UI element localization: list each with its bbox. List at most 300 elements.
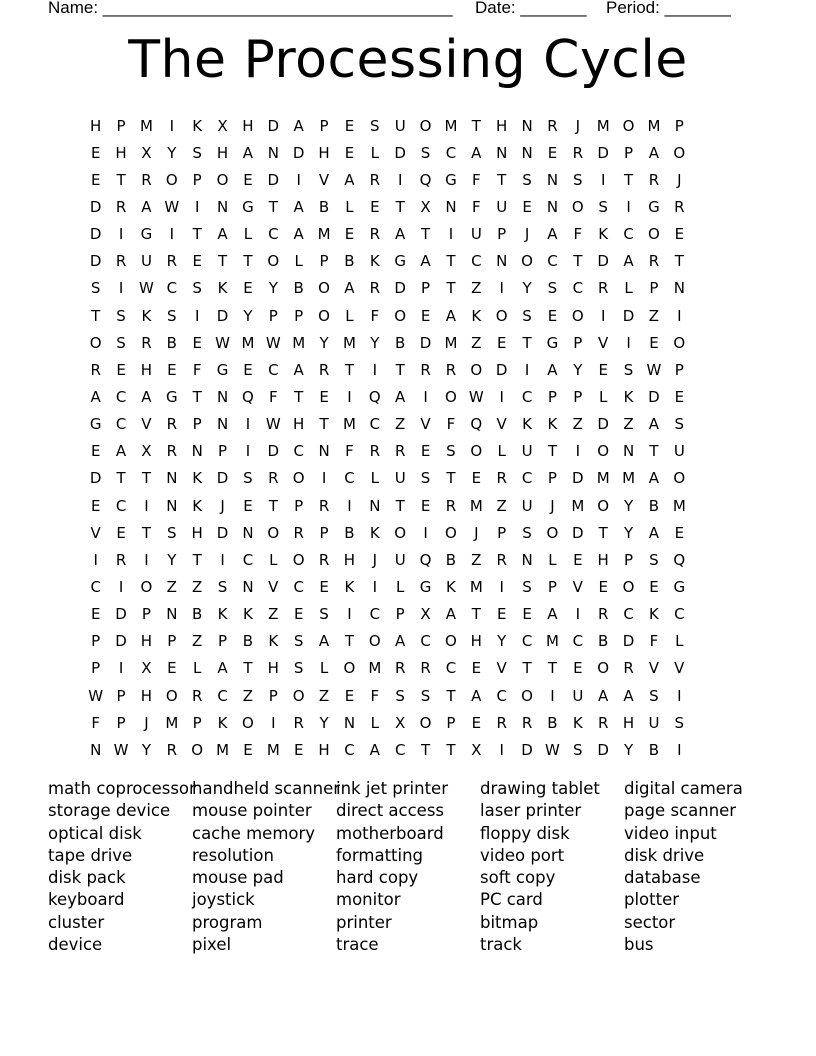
grid-letter: T xyxy=(116,469,126,488)
grid-letter: I xyxy=(397,170,403,189)
grid-letter: E xyxy=(90,496,101,515)
grid-letter: I xyxy=(423,387,428,406)
grid-letter: F xyxy=(370,686,380,705)
grid-letter: Y xyxy=(623,523,634,542)
grid-letter: D xyxy=(597,143,609,162)
grid-letter: E xyxy=(344,143,355,162)
grid-letter: C xyxy=(115,387,127,406)
grid-letter: A xyxy=(344,170,355,189)
grid-letter: O xyxy=(571,306,584,325)
grid-letter: D xyxy=(292,143,305,162)
grid-letter: G xyxy=(419,577,432,596)
grid-letter: K xyxy=(547,415,558,434)
grid-letter: C xyxy=(369,415,381,434)
word-list-item: database xyxy=(624,868,701,888)
grid-letter: H xyxy=(140,686,153,705)
grid-letter: A xyxy=(141,387,152,406)
grid-letter: M xyxy=(469,496,483,515)
grid-letter: I xyxy=(600,306,606,325)
grid-letter: P xyxy=(421,279,431,298)
grid-letter: R xyxy=(597,279,609,298)
grid-letter: I xyxy=(499,279,504,298)
grid-letter: S xyxy=(167,306,177,325)
grid-letter: H xyxy=(470,632,482,651)
grid-letter: Q xyxy=(368,387,381,406)
grid-letter: K xyxy=(268,632,279,651)
grid-letter: E xyxy=(674,387,685,406)
grid-letter: T xyxy=(294,387,304,406)
grid-letter: I xyxy=(245,442,251,461)
grid-letter: O xyxy=(267,252,280,271)
grid-letter: M xyxy=(317,225,331,244)
grid-letter: R xyxy=(166,252,178,271)
word-list-item: mouse pad xyxy=(192,868,284,888)
grid-letter: A xyxy=(344,279,355,298)
grid-letter: E xyxy=(243,360,253,379)
grid-letter: P xyxy=(192,713,202,732)
grid-letter: C xyxy=(445,143,457,162)
grid-letter: Y xyxy=(623,740,634,759)
grid-letter: G xyxy=(242,197,254,216)
grid-letter: R xyxy=(648,252,660,271)
grid-letter: O xyxy=(521,252,533,271)
grid-letter: U xyxy=(648,713,660,732)
grid-letter: P xyxy=(218,632,228,651)
grid-letter: S xyxy=(217,577,228,596)
grid-letter: E xyxy=(90,170,101,189)
grid-letter: C xyxy=(394,740,406,759)
grid-letter: O xyxy=(394,523,407,542)
grid-letter: O xyxy=(318,279,330,298)
grid-letter: W xyxy=(139,279,154,298)
grid-letter: O xyxy=(242,713,254,732)
grid-letter: L xyxy=(345,197,354,216)
grid-row xyxy=(83,302,743,329)
grid-letter: O xyxy=(622,116,635,135)
grid-letter: I xyxy=(245,415,251,434)
grid-letter: R xyxy=(521,713,533,732)
grid-letter: R xyxy=(318,360,330,379)
grid-letter: G xyxy=(166,387,178,406)
grid-letter: Y xyxy=(573,360,583,379)
grid-letter: T xyxy=(623,170,634,189)
grid-letter: E xyxy=(344,686,355,705)
grid-letter: O xyxy=(673,143,686,162)
grid-letter: A xyxy=(115,442,127,461)
grid-letter: D xyxy=(89,225,102,244)
grid-letter: I xyxy=(626,333,631,352)
page-title: The Processing Cycle xyxy=(128,30,688,90)
grid-letter: O xyxy=(318,306,330,325)
grid-letter: W xyxy=(164,197,180,216)
grid-letter: T xyxy=(319,415,329,434)
grid-letter: X xyxy=(141,659,152,678)
grid-letter: N xyxy=(267,143,279,162)
grid-letter: M xyxy=(139,116,153,135)
grid-letter: O xyxy=(445,523,457,542)
grid-letter: U xyxy=(394,550,406,569)
grid-letter: Z xyxy=(572,415,583,434)
grid-letter: I xyxy=(118,225,124,244)
word-list-item: math coprocessor xyxy=(48,779,196,798)
grid-letter: R xyxy=(623,659,634,678)
grid-letter: H xyxy=(115,143,127,162)
grid-letter: E xyxy=(471,659,482,678)
grid-letter: S xyxy=(293,632,304,651)
grid-letter: M xyxy=(647,116,661,135)
grid-letter: Y xyxy=(243,306,253,325)
grid-letter: I xyxy=(118,659,124,678)
grid-letter: P xyxy=(167,632,177,651)
grid-letter: D xyxy=(267,170,280,189)
grid-letter: S xyxy=(522,306,532,325)
grid-letter: T xyxy=(344,360,355,379)
grid-letter: U xyxy=(140,252,152,271)
grid-letter: L xyxy=(345,306,354,325)
grid-letter: E xyxy=(522,197,532,216)
grid-letter: Q xyxy=(419,170,432,189)
grid-letter: M xyxy=(469,577,483,596)
word-list-item: video port xyxy=(480,845,565,865)
grid-letter: L xyxy=(497,442,506,461)
grid-letter: O xyxy=(445,632,457,651)
grid-letter: K xyxy=(192,116,203,135)
grid-letter: A xyxy=(395,225,406,244)
grid-letter: D xyxy=(648,387,660,406)
word-list-item: bitmap xyxy=(480,912,539,932)
grid-letter: K xyxy=(522,415,532,434)
grid-letter: S xyxy=(598,197,608,216)
grid-letter: J xyxy=(220,496,225,515)
grid-letter: Y xyxy=(497,632,507,651)
grid-letter: F xyxy=(471,170,481,189)
grid-letter: C xyxy=(268,225,279,244)
grid-letter: B xyxy=(344,252,355,271)
grid-letter: V xyxy=(268,577,279,596)
word-list-item: page scanner xyxy=(624,801,737,821)
grid-letter: C xyxy=(293,442,304,461)
grid-letter: O xyxy=(394,306,407,325)
grid-letter: R xyxy=(420,360,431,379)
grid-letter: R xyxy=(115,197,127,216)
grid-letter: O xyxy=(546,523,559,542)
grid-letter: E xyxy=(243,279,253,298)
grid-letter: R xyxy=(293,713,304,732)
grid-letter: Y xyxy=(623,496,634,515)
grid-letter: R xyxy=(445,360,457,379)
grid-letter: K xyxy=(217,279,228,298)
grid-letter: Y xyxy=(319,713,329,732)
grid-letter: I xyxy=(575,442,581,461)
grid-row xyxy=(83,383,743,410)
grid-letter: B xyxy=(242,632,254,651)
grid-letter: N xyxy=(673,279,685,298)
grid-letter: G xyxy=(394,252,406,271)
grid-letter: E xyxy=(471,713,482,732)
grid-letter: J xyxy=(144,713,149,732)
grid-letter: N xyxy=(242,577,254,596)
period-field-label: Period: _______ xyxy=(606,0,731,17)
grid-letter: T xyxy=(192,225,202,244)
grid-letter: F xyxy=(370,306,380,325)
grid-letter: B xyxy=(318,197,330,216)
grid-letter: C xyxy=(420,632,431,651)
grid-letter: N xyxy=(622,442,635,461)
grid-row xyxy=(83,601,743,628)
grid-letter: R xyxy=(420,659,431,678)
grid-letter: T xyxy=(649,442,659,461)
grid-letter: I xyxy=(347,496,352,515)
grid-letter: R xyxy=(293,523,304,542)
grid-letter: D xyxy=(597,415,609,434)
grid-letter: S xyxy=(573,740,583,759)
grid-letter: R xyxy=(115,252,127,271)
grid-letter: E xyxy=(167,360,177,379)
grid-row xyxy=(83,655,743,682)
grid-letter: S xyxy=(522,523,532,542)
grid-letter: A xyxy=(242,143,254,162)
word-list-item: tape drive xyxy=(48,845,133,865)
grid-letter: O xyxy=(597,659,610,678)
word-list-item: drawing tablet xyxy=(480,779,600,798)
word-list-item: monitor xyxy=(336,890,401,910)
grid-letter: A xyxy=(547,360,558,379)
grid-letter: S xyxy=(243,469,253,488)
grid-letter: M xyxy=(672,496,686,515)
word-list-item: handheld scanner xyxy=(192,779,341,798)
grid-letter: P xyxy=(91,632,101,651)
grid-letter: M xyxy=(596,469,610,488)
grid-letter: I xyxy=(372,577,378,596)
grid-letter: S xyxy=(370,116,380,135)
word-list-item: track xyxy=(480,935,522,955)
grid-letter: Y xyxy=(522,279,532,298)
word-list-item: trace xyxy=(336,935,379,955)
grid-letter: P xyxy=(573,387,583,406)
grid-letter: O xyxy=(521,686,533,705)
word-list xyxy=(48,778,788,956)
grid-letter: A xyxy=(318,632,330,651)
grid-letter: H xyxy=(318,740,330,759)
grid-letter: Z xyxy=(192,577,203,596)
grid-letter: C xyxy=(217,686,228,705)
grid-letter: F xyxy=(573,225,583,244)
grid-letter: H xyxy=(267,659,279,678)
grid-letter: S xyxy=(649,686,659,705)
grid-letter: T xyxy=(598,523,608,542)
grid-letter: D xyxy=(597,740,609,759)
grid-letter: H xyxy=(242,116,254,135)
grid-letter: Z xyxy=(318,686,330,705)
grid-letter: O xyxy=(368,632,381,651)
grid-letter: K xyxy=(623,387,634,406)
grid-letter: T xyxy=(446,279,456,298)
grid-letter: E xyxy=(420,496,431,515)
grid-letter: D xyxy=(89,252,102,271)
grid-letter: P xyxy=(624,143,634,162)
grid-letter: W xyxy=(113,740,129,759)
grid-letter: L xyxy=(294,252,303,271)
grid-letter: A xyxy=(648,523,660,542)
grid-letter: P xyxy=(91,659,101,678)
grid-letter: I xyxy=(220,550,225,569)
grid-letter: T xyxy=(344,632,355,651)
grid-letter: A xyxy=(547,225,558,244)
grid-letter: F xyxy=(446,415,456,434)
grid-letter: F xyxy=(192,360,202,379)
grid-letter: I xyxy=(169,225,175,244)
grid-letter: C xyxy=(572,632,584,651)
grid-letter: N xyxy=(521,550,533,569)
grid-letter: R xyxy=(496,469,507,488)
grid-letter: A xyxy=(623,686,634,705)
grid-letter: C xyxy=(521,387,533,406)
grid-letter: R xyxy=(268,469,279,488)
grid-letter: O xyxy=(571,197,584,216)
grid-letter: O xyxy=(292,469,305,488)
grid-letter: C xyxy=(623,225,634,244)
grid-letter: F xyxy=(91,713,100,732)
word-list-item: program xyxy=(192,912,263,932)
grid-letter: D xyxy=(216,523,229,542)
grid-letter: T xyxy=(217,252,228,271)
word-list-item: hard copy xyxy=(336,868,419,888)
grid-letter: C xyxy=(572,279,584,298)
word-list-item: floppy disk xyxy=(480,823,570,843)
grid-letter: Z xyxy=(471,279,482,298)
grid-letter: N xyxy=(343,713,356,732)
word-list-item: disk drive xyxy=(624,845,705,865)
grid-letter: H xyxy=(496,116,508,135)
grid-letter: E xyxy=(370,197,380,216)
grid-letter: P xyxy=(218,442,228,461)
grid-letter: W xyxy=(265,333,281,352)
grid-letter: M xyxy=(342,415,356,434)
grid-letter: O xyxy=(495,306,508,325)
grid-letter: V xyxy=(90,523,101,542)
grid-letter: E xyxy=(674,523,685,542)
grid-letter: A xyxy=(395,387,406,406)
grid-letter: H xyxy=(140,360,153,379)
grid-letter: R xyxy=(369,442,381,461)
grid-letter: A xyxy=(471,143,482,162)
grid-letter: U xyxy=(496,197,508,216)
grid-letter: I xyxy=(550,686,555,705)
grid-letter: O xyxy=(470,442,483,461)
grid-letter: A xyxy=(395,632,406,651)
grid-letter: T xyxy=(497,170,507,189)
grid-letter: G xyxy=(89,415,102,434)
grid-letter: T xyxy=(141,523,152,542)
grid-letter: L xyxy=(599,387,608,406)
grid-letter: Q xyxy=(673,550,686,569)
grid-letter: G xyxy=(140,225,153,244)
grid-letter: J xyxy=(550,496,555,515)
grid-letter: P xyxy=(624,550,634,569)
grid-letter: S xyxy=(293,659,304,678)
grid-letter: D xyxy=(572,523,584,542)
grid-letter: K xyxy=(344,577,355,596)
grid-letter: N xyxy=(166,469,178,488)
grid-letter: R xyxy=(394,442,406,461)
grid-letter: O xyxy=(292,550,305,569)
grid-letter: U xyxy=(521,442,533,461)
word-list-item: bus xyxy=(624,935,654,955)
grid-letter: E xyxy=(293,740,304,759)
grid-letter: A xyxy=(293,360,304,379)
grid-letter: C xyxy=(623,605,634,624)
grid-letter: P xyxy=(116,686,126,705)
grid-letter: N xyxy=(546,197,559,216)
grid-letter: N xyxy=(521,143,533,162)
grid-letter: I xyxy=(626,197,631,216)
word-list-item: formatting xyxy=(336,845,424,865)
grid-letter: X xyxy=(420,605,431,624)
grid-letter: R xyxy=(547,116,558,135)
grid-letter: U xyxy=(673,442,685,461)
grid-letter: E xyxy=(547,143,558,162)
grid-letter: C xyxy=(293,577,304,596)
grid-letter: Z xyxy=(623,415,634,434)
grid-letter: N xyxy=(318,442,330,461)
grid-letter: S xyxy=(192,279,202,298)
grid-letter: E xyxy=(293,605,304,624)
grid-letter: J xyxy=(677,170,682,189)
grid-letter: W xyxy=(265,415,281,434)
grid-letter: P xyxy=(294,496,304,515)
grid-row xyxy=(83,112,743,139)
grid-letter: C xyxy=(242,550,254,569)
grid-letter: Y xyxy=(167,143,177,162)
grid-letter: I xyxy=(499,740,504,759)
grid-letter: E xyxy=(90,605,101,624)
grid-letter: D xyxy=(216,469,229,488)
grid-letter: E xyxy=(243,496,253,515)
grid-letter: N xyxy=(546,170,559,189)
grid-letter: Y xyxy=(370,333,380,352)
grid-letter: X xyxy=(141,143,152,162)
grid-letter: X xyxy=(395,713,406,732)
grid-letter: O xyxy=(673,469,686,488)
grid-letter: I xyxy=(347,387,352,406)
grid-letter: R xyxy=(191,686,203,705)
word-list-item: joystick xyxy=(192,890,255,910)
grid-letter: F xyxy=(471,197,481,216)
grid-letter: R xyxy=(648,170,660,189)
grid-letter: C xyxy=(445,659,457,678)
word-list-item: soft copy xyxy=(480,868,556,888)
word-list-item: disk pack xyxy=(48,868,126,888)
grid-letter: O xyxy=(419,713,432,732)
grid-letter: Q xyxy=(470,415,483,434)
grid-letter: S xyxy=(116,306,126,325)
grid-letter: E xyxy=(243,740,253,759)
grid-letter: S xyxy=(395,686,405,705)
grid-letter: X xyxy=(141,442,152,461)
grid-letter: K xyxy=(446,577,456,596)
grid-letter: I xyxy=(448,225,454,244)
grid-letter: V xyxy=(420,415,431,434)
grid-letter: U xyxy=(394,116,406,135)
grid-letter: S xyxy=(674,415,685,434)
grid-row xyxy=(83,519,743,546)
grid-letter: I xyxy=(677,686,682,705)
grid-letter: E xyxy=(649,333,659,352)
grid-letter: P xyxy=(141,605,151,624)
grid-letter: C xyxy=(471,252,482,271)
grid-letter: W xyxy=(646,360,662,379)
grid-letter: O xyxy=(648,225,660,244)
